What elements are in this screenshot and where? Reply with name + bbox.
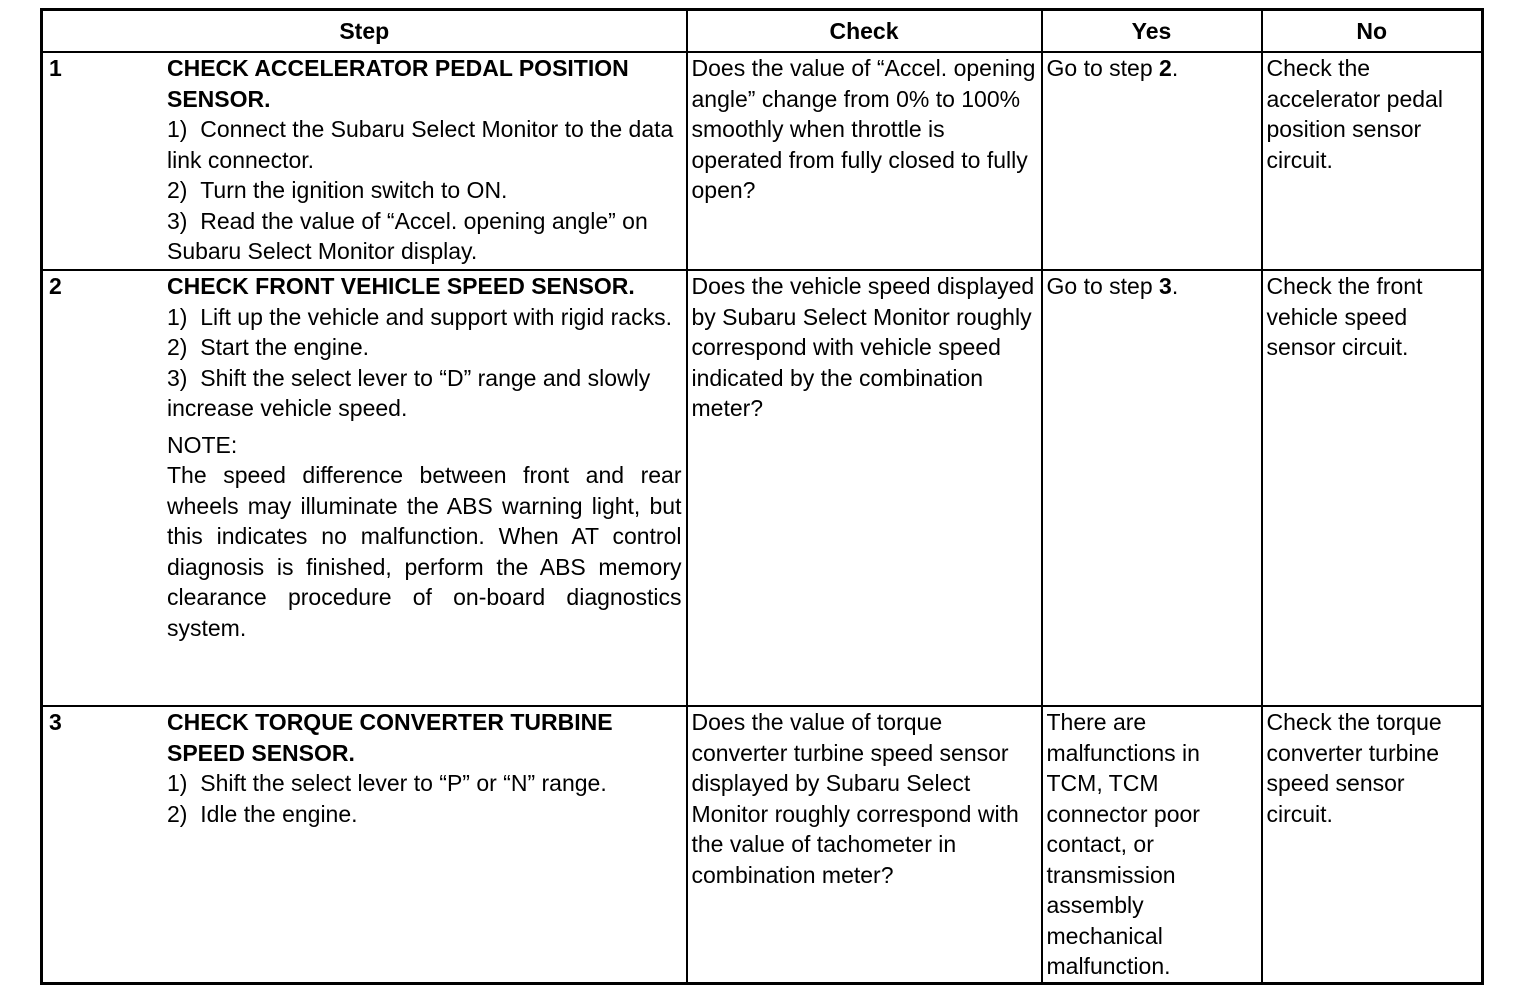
yes-suffix: . <box>1171 55 1179 81</box>
step-number: 2 <box>49 273 62 299</box>
no-cell: Check the torque converter turbine speed sensor circuit. <box>1262 706 1483 983</box>
yes-step-ref: 2 <box>1159 55 1172 81</box>
substep: 1) Lift up the vehicle and support with rigid racks. <box>167 303 672 330</box>
substep: 2) Start the engine. <box>167 334 370 360</box>
step-title: CHECK TORQUE CONVERTER TURBINE SPEED SENSOR. <box>167 709 613 766</box>
substep: 1) Shift the select lever to “P” or “N” range. <box>167 770 607 796</box>
header-yes: Yes <box>1042 10 1262 53</box>
header-check: Check <box>687 10 1042 53</box>
yes-cell <box>1042 270 1262 706</box>
table-row <box>42 52 1483 270</box>
step-cell <box>42 270 687 706</box>
diagnostic-procedure-table <box>40 8 1484 985</box>
header-step: Step <box>42 10 687 53</box>
substep: 2) Turn the ignition switch to ON. <box>167 177 508 203</box>
yes-step-ref: 3 <box>1159 273 1172 299</box>
yes-suffix: . <box>1171 273 1179 299</box>
check-cell: Does the value of “Accel. opening angle” change from 0% to 100% smoothly when throttle is operated from fully closed to fully open? <box>687 52 1042 270</box>
step-title: CHECK FRONT VEHICLE SPEED SENSOR. <box>167 273 635 299</box>
check-cell: Does the value of torque converter turbine speed sensor displayed by Subaru Select Monitor roughly correspond with the value of tachometer in combination meter? <box>687 706 1042 983</box>
step-number: 3 <box>49 709 62 735</box>
step-cell <box>42 52 687 270</box>
step-number: 1 <box>49 55 62 81</box>
no-cell: Check the front vehicle speed sensor circuit. <box>1262 270 1483 706</box>
note-text: The speed difference between front and rear wheels may illuminate the ABS warning light, but this indicates no malfunction. When AT control diagnosis is finished, perform the ABS memory clearance procedure of on-board diagnostics system. <box>167 462 682 641</box>
substep: 3) Shift the select lever to “D” range and slowly increase vehicle speed. <box>167 364 651 421</box>
no-cell: Check the accelerator pedal position sensor circuit. <box>1262 52 1483 270</box>
check-cell: Does the vehicle speed displayed by Subaru Select Monitor roughly correspond with vehicle speed indicated by the combination meter? <box>687 270 1042 706</box>
step-title: CHECK ACCELERATOR PEDAL POSITION SENSOR. <box>167 55 629 112</box>
table-row <box>42 706 1483 983</box>
table-row <box>42 270 1483 706</box>
substep: 3) Read the value of “Accel. opening angle” on Subaru Select Monitor display. <box>167 207 648 264</box>
note-label: NOTE: <box>167 431 238 458</box>
substep: 2) Idle the engine. <box>167 800 358 827</box>
yes-cell <box>1042 706 1262 983</box>
step-cell <box>42 706 687 983</box>
yes-text: There are malfunctions in TCM, TCM connector poor contact, or transmission assembly mechanical malfunction. <box>1046 709 1200 979</box>
yes-text: Go to step <box>1046 273 1160 299</box>
table-header-row <box>42 10 1483 53</box>
substep: 1) Connect the Subaru Select Monitor to the data link connector. <box>167 116 674 173</box>
yes-cell <box>1042 52 1262 270</box>
yes-text: Go to step <box>1046 55 1160 81</box>
header-no: No <box>1262 10 1483 53</box>
